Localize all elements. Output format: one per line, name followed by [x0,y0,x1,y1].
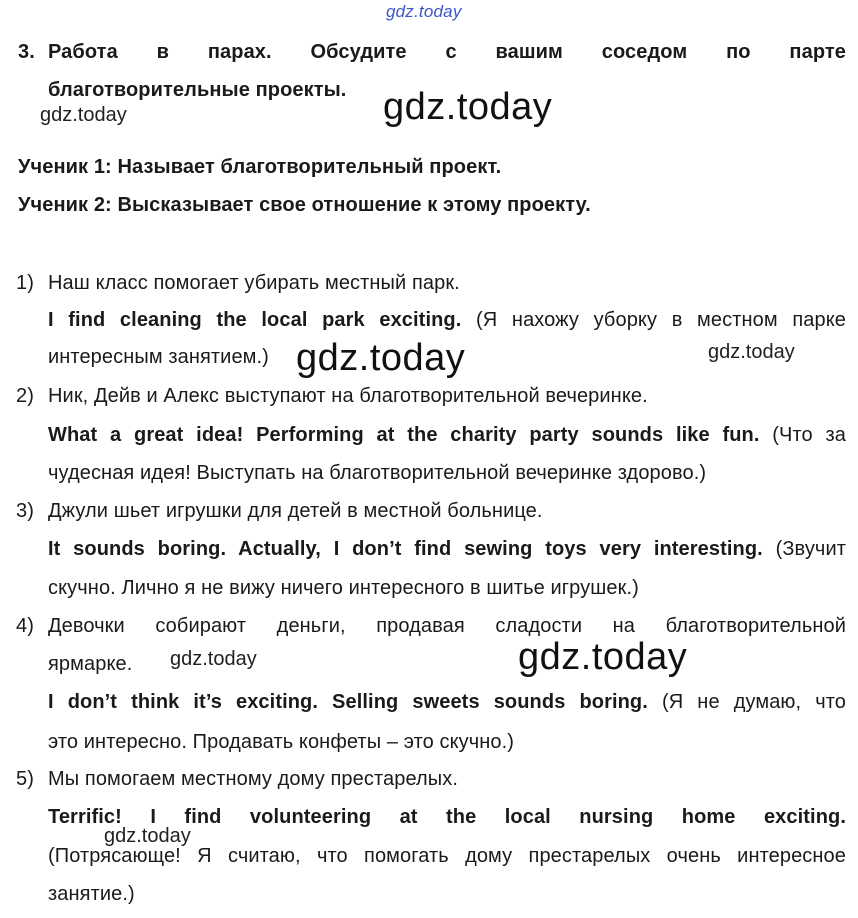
item-answer: What a great idea! Performing at the charity party sounds like fun. [48,424,760,446]
task-heading-line2: благотворительные проекты. [48,79,347,101]
item-prompt: Джули шьет игрушки для детей в местной больнице. [48,500,543,522]
watermark: gdz.today [296,337,466,379]
watermark: gdz.today [40,104,127,126]
role-student1: Ученик 1: Называет благотворительный проект. [18,156,502,178]
item-answer: Terrific! I find volunteering at the local nursing home exciting. [48,806,846,828]
item-translation: (Потрясающе! Я считаю, что помогать дому престарелых очень интересное [48,845,846,867]
task-heading-line1: Работа в парах. Обсудите с вашим соседом по парте [48,41,846,63]
watermark: gdz.today [518,636,688,678]
item-translation: (Я нахожу уборку в местном парке [476,309,846,331]
watermark: gdz.today [104,825,191,847]
item-number: 1) [16,272,34,294]
item-prompt: Мы помогаем местному дому престарелых. [48,768,459,790]
item-prompt-cont: ярмарке. [48,653,133,675]
item-translation-cont: это интересно. Продавать конфеты – это скучно.) [48,731,515,753]
item-number: 4) [16,615,34,637]
watermark: gdz.today [383,86,553,128]
item-translation-cont: занятие.) [48,883,135,905]
item-translation-cont: скучно. Лично я не вижу ничего интересного в шитье игрушек.) [48,577,639,599]
item-answer: I find cleaning the local park exciting. [48,309,462,331]
item-number: 5) [16,768,34,790]
item-answer-line [48,308,846,332]
item-answer-line [48,423,846,447]
item-answer-line [48,690,846,714]
item-translation: (Я не думаю, что [661,691,846,713]
item-translation: (Звучит [775,538,846,560]
item-answer-line [48,537,846,561]
watermark: gdz.today [170,648,257,670]
watermark-top: gdz.today [386,2,462,21]
role-student2: Ученик 2: Высказывает свое отношение к этому проекту. [18,194,591,216]
item-translation: (Что за [772,424,846,446]
item-answer: It sounds boring. Actually, I don’t find sewing toys very interesting. [48,538,763,560]
item-translation-cont: интересным занятием.) [48,346,269,368]
item-answer: I don’t think it’s exciting. Selling sweets sounds boring. [48,691,648,713]
task-number: 3. [18,41,35,63]
item-prompt: Девочки собирают деньги, продавая сладости на благотворительной [48,615,846,637]
item-prompt: Наш класс помогает убирать местный парк. [48,272,460,294]
item-number: 3) [16,500,34,522]
item-prompt: Ник, Дейв и Алекс выступают на благотворительной вечеринке. [48,385,648,407]
item-number: 2) [16,385,34,407]
watermark: gdz.today [708,341,795,363]
item-translation-cont: чудесная идея! Выступать на благотворительной вечеринке здорово.) [48,462,707,484]
